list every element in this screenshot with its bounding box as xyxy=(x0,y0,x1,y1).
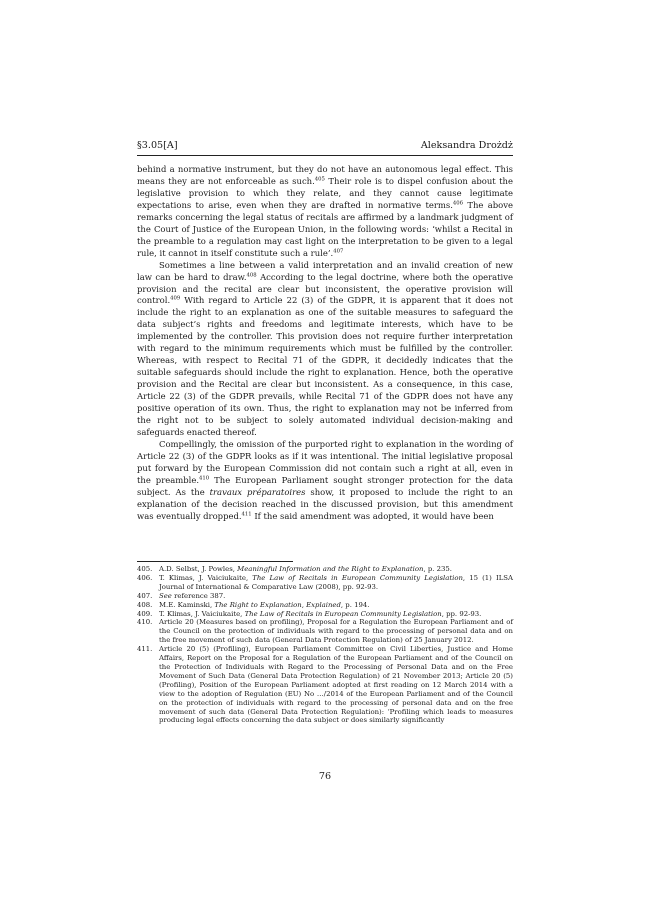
text-run: With regard to Article 22 (3) of the GDPR, it is apparent that it does not include the right to an explanation as one of the suitable measures to safeguard the data subject’s rights and freedoms and legitimate interests, which have to be implemented by the controller. This provision does not require further interpretation with regard to the minimum requirements which must be fulfilled by the controller. Whereas, with respect to Recital 71 of the GDPR, it decidedly indicates that the suitable safeguards should include the right to explanation. Hence, both the operative provision and the Recital are clear but inconsistent. As a consequence, in this case, Article 22 (3) of the GDPR prevails, while Recital 71 of the GDPR does not have any positive operation of its own. Thus, the right to explanation may not be inferred from the right not to be subject to solely automated individual decision-making and safeguards enacted thereof. xyxy=(137,295,513,437)
footnote-ref-406[interactable]: 406 xyxy=(452,200,464,207)
footnote-text: T. Klimas, J. Vaiciukaite, xyxy=(159,609,245,618)
paragraph-1 xyxy=(137,164,513,260)
footnote-text: , pp. 92-93. xyxy=(441,609,482,618)
footnote-title: The Law of Recitals in European Community Legislation xyxy=(244,609,442,618)
footnote-text: Article 20 (5) (Profiling), European Parliament Committee on Civil Liberties, Justice and Home Affairs, Report on the Proposal for a Regulation of the European Parliament and of the Council on the Protection of Individuals with Regard to the Processing of Personal Data and on the Free Movement of Such Data (General Data Protection Regulation) of 21 November 2013; Article 20 (5) (Profiling), Position of the European Parliament adopted at first reading on 12 March 2014 with a view to the adoption of Regulation (EU) No …/2014 of the European Parliament and of the Council on the protection of individuals with regard to the processing of personal data and on the free movement of such data (General Data Protection Regulation): ‘Profiling which leads to measures producing legal effects concerning the data subject or does similarly significantly xyxy=(159,645,513,725)
text-run: The European Parliament sought stronger protection for the data subject. As the xyxy=(137,474,514,497)
author-name: Aleksandra Drożdż xyxy=(420,140,513,151)
section-reference: §3.05[A] xyxy=(137,140,178,151)
paragraph-2 xyxy=(137,260,513,439)
text-run: Their role is to dispel confusion about the legislative provision to which they relate, and they cannot cause legitimate expectations to arise, even when they are drafted in normative terms. xyxy=(137,175,513,210)
footnote-number: 406. xyxy=(137,573,153,582)
footnote-number: 410. xyxy=(137,618,153,627)
footnote-ref-405[interactable]: 405 xyxy=(314,176,325,183)
footnote-text: A.D. Selbst, J. Powles, xyxy=(159,565,238,573)
footnote-title: The Right to Explanation, Explained xyxy=(214,600,341,609)
text-run: behind a normative instrument, but they do not have an autonomous legal effect. This means they are not enforceable as such. xyxy=(137,164,513,186)
footnote-text: , p. 235. xyxy=(423,565,452,573)
text-run: If the said amendment was adopted, it would have been xyxy=(251,510,494,521)
footnote-text: reference 387. xyxy=(171,591,226,600)
footnote-number: 407. xyxy=(137,591,153,600)
footnote-411 xyxy=(137,645,513,725)
text-run: Sometimes a line between a valid interpretation and an invalid creation of new law can be hard to draw. xyxy=(137,259,513,282)
footnote-number: 411. xyxy=(137,645,153,654)
paragraph-3 xyxy=(137,439,513,523)
footnote-number: 408. xyxy=(137,600,153,609)
footnote-ref-409[interactable]: 409 xyxy=(170,295,181,302)
footnote-409 xyxy=(137,610,513,619)
footnote-number: 409. xyxy=(137,609,153,618)
page-number: 76 xyxy=(318,771,332,782)
footnote-406 xyxy=(137,574,513,592)
footnote-title: See xyxy=(159,591,172,600)
text-run: According to the legal doctrine, where both the operative provision and the recital are clear but inconsistent, the operative provision will control. xyxy=(137,271,513,306)
footnote-410 xyxy=(137,618,513,645)
footnote-ref-407[interactable]: 407 xyxy=(333,248,344,255)
footnote-title: Meaningful Information and the Right to Explanation xyxy=(237,565,424,573)
footnote-ref-408[interactable]: 408 xyxy=(246,271,257,278)
italic-term: travaux préparatoires xyxy=(209,486,306,497)
footnote-text: Article 20 (Measures based on profiling), Proposal for a Regulation the European Parliament and of the Council on the protection of individuals with regard to the processing of personal data and on the free movement of such data (General Data Protection Regulation) of 25 January 2012. xyxy=(159,618,513,645)
text-run: The above remarks concerning the legal status of recitals are affirmed by a landmark judgment of the Court of Justice of the European Union, in the following words: ‘whilst a Recital in the preamble to a regulation may cast light on the interpretation to be given to a legal rule, it cannot in itself constitute such a rule’. xyxy=(137,199,513,258)
footnote-title: The Law of Recitals in European Community Legislation xyxy=(252,573,463,582)
footnote-number: 405. xyxy=(137,565,153,573)
running-header xyxy=(137,139,513,156)
footnote-408 xyxy=(137,601,513,610)
footnote-text: , p. 194. xyxy=(340,600,370,609)
footnote-405 xyxy=(137,565,513,574)
footnote-text: T. Klimas, J. Vaiciukaite, xyxy=(159,573,253,582)
footnote-ref-410[interactable]: 410 xyxy=(199,475,210,482)
text-run: show, it proposed to include the right to an explanation of the decision reached in the discussed provision, but this amendment was eventually dropped. xyxy=(137,486,513,521)
footnote-text: M.E. Kaminski, xyxy=(159,600,215,609)
footnotes xyxy=(137,565,513,725)
footnote-text: , 15 (1) ILSA Journal of International & Comparative Law (2008), pp. 92-93. xyxy=(159,573,513,591)
footnote-407 xyxy=(137,592,513,601)
main-text xyxy=(137,164,513,523)
text-run: Compellingly, the omission of the purported right to explanation in the wording of Article 22 (3) of the GDPR looks as if it was intentional. The initial legislative proposal put forward by the European Commission did not contain such a right at all, even in the preamble. xyxy=(137,438,513,485)
footnote-separator xyxy=(137,561,293,562)
footnote-ref-411[interactable]: 411 xyxy=(241,511,252,518)
